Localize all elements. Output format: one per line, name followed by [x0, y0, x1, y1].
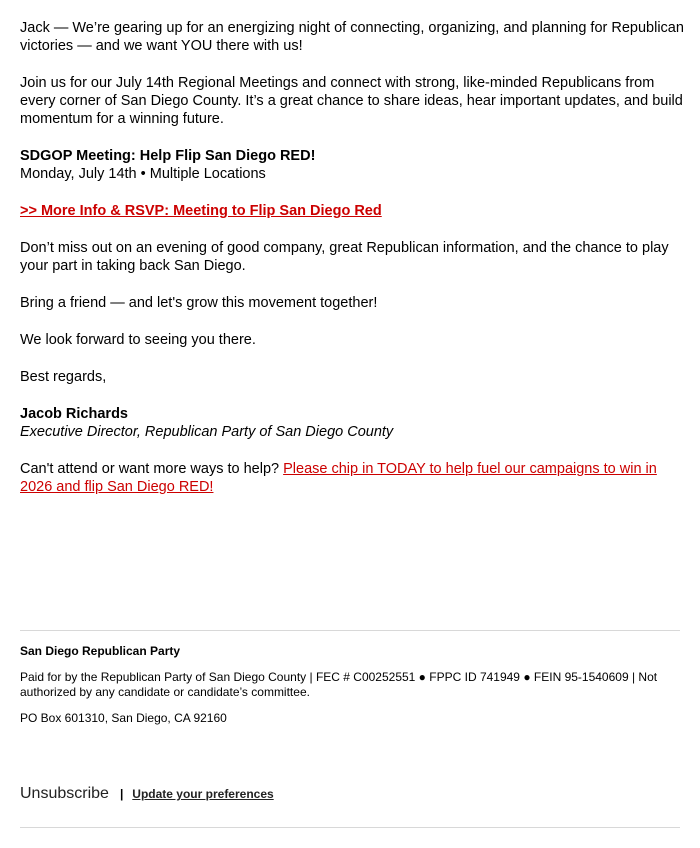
regards-text: Best regards,: [20, 369, 107, 385]
look-forward-paragraph: We look forward to seeing you there.: [20, 332, 256, 348]
join-paragraph: Join us for our July 14th Regional Meetings and connect with strong, like-minded Republicans from every corner of San Diego County. It’s a great chance to share ideas, hear important updates, and build momentum for a winning future.: [20, 75, 683, 127]
signer-title: Executive Director, Republican Party of San Diego County: [20, 424, 394, 440]
paid-for-disclaimer: Paid for by the Republican Party of San Diego County | FEC # C00252551 ● FPPC ID 741949 ● FEIN 95-1540609 | Not authorized by any candidate or candidate’s committee.: [20, 670, 658, 699]
link-separator: |: [119, 787, 124, 801]
donate-link[interactable]: Please chip in TODAY to help fuel our campaigns to win in 2026 and flip San Diego RED!: [20, 461, 657, 495]
bring-friend-paragraph: Bring a friend — and let's grow this movement together!: [20, 295, 378, 311]
footer-address: PO Box 601310, San Diego, CA 92160: [20, 711, 227, 725]
intro-paragraph: Jack — We’re gearing up for an energizing night of connecting, organizing, and planning for Republican victories — and we want YOU there with us!: [20, 20, 684, 54]
footer-divider-top: [20, 630, 680, 631]
email-body: [20, 19, 685, 496]
event-details: Monday, July 14th • Multiple Locations: [20, 166, 266, 182]
footer-org-name: San Diego Republican Party: [20, 644, 181, 658]
rsvp-link[interactable]: >> More Info & RSVP: Meeting to Flip San Diego Red: [20, 203, 382, 219]
footer-divider-bottom: [20, 827, 680, 828]
chip-paragraph: [20, 460, 685, 496]
chip-prefix: Can't attend or want more ways to help?: [20, 461, 284, 477]
event-title: SDGOP Meeting: Help Flip San Diego RED!: [20, 148, 316, 164]
signer-name: Jacob Richards: [20, 406, 128, 422]
update-preferences-link[interactable]: Update your preferences: [132, 787, 274, 801]
footer: [20, 644, 680, 726]
dont-miss-paragraph: Don’t miss out on an evening of good company, great Republican information, and the chance to play your part in taking back San Diego.: [20, 240, 669, 274]
footer-links: [20, 785, 274, 803]
unsubscribe-link[interactable]: Unsubscribe: [20, 785, 109, 802]
